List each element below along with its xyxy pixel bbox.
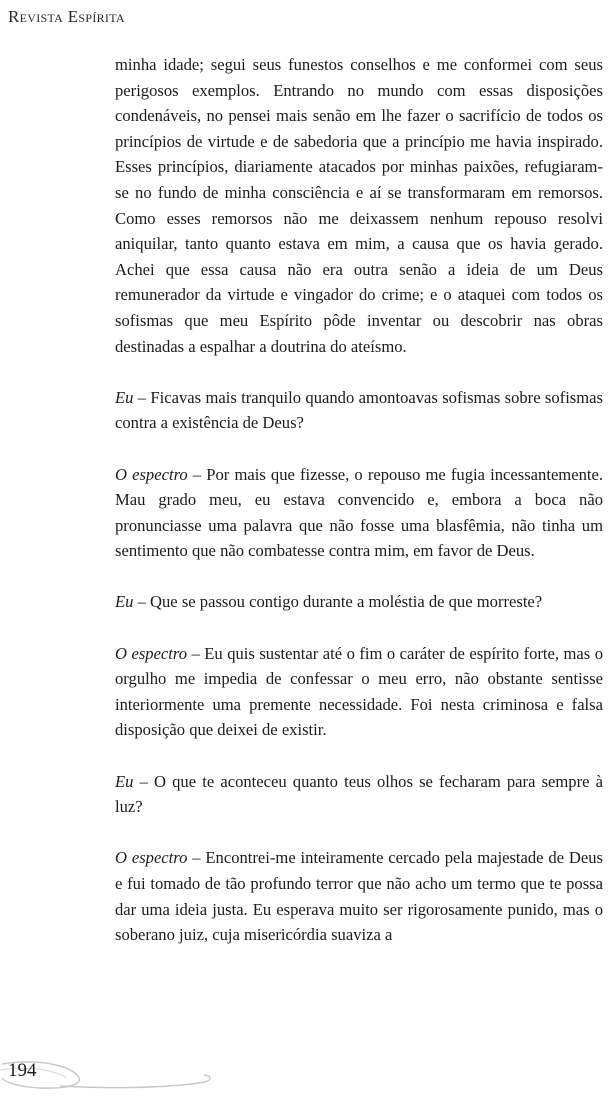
speaker-label: O espectro: [115, 464, 188, 484]
dialogue-text: – Ficavas mais tranquilo quando amontoavas sofismas sobre sofismas contra a existência de Deus?: [115, 387, 603, 433]
dialogue-paragraph: [115, 462, 603, 564]
page-number: 194: [8, 1060, 37, 1081]
paragraph: minha idade; segui seus funestos conselhos e me conformei com seus perigosos exemplos. Entrando no mundo com essas disposições condenáveis, no pensei mais senão em lhe fazer o sacrifício de todos os princípios de virtude e de sabedoria que a princípio me havia inspirado. Esses princípios, diariamente atacados por minhas paixões, refugiaram-se no fundo de minha consciência e aí se transformaram em remorsos. Como esses remorsos não me deixassem nenhum repouso resolvi aniquilar, tanto quanto estava em mim, a causa que os havia gerado. Achei que essa causa não era outra senão a ideia de um Deus remunerador da virtude e vingador do crime; e o ataquei com todos os sofismas que meu Espírito pôde inventar ou descobrir nas obras destinadas a espalhar a doutrina do ateísmo.: [115, 55, 603, 356]
dialogue-text: – Que se passou contigo durante a moléstia de que morreste?: [133, 592, 543, 612]
dialogue-paragraph: [115, 589, 603, 615]
speaker-label: Eu: [115, 387, 134, 407]
running-header: Revista Espírita: [8, 7, 125, 26]
dialogue-paragraph: [115, 769, 603, 820]
dialogue-text: – Eu quis sustentar até o fim o caráter de espírito forte, mas o orgulho me impedia de confessar o meu erro, não obstante sentisse interiormente uma premente necessidade. Foi nesta criminosa e falsa disposição que deixei de existir.: [115, 643, 603, 740]
speaker-label: Eu: [115, 592, 134, 612]
dialogue-text: – Encontrei-me inteiramente cercado pela majestade de Deus e fui tomado de tão profundo terror que não acho um termo que te possa dar uma ideia justa. Eu esperava muito ser rigorosamente punido, mas o soberano juiz, cuja misericórdia suaviza a: [115, 848, 603, 945]
dialogue-text: – O que te aconteceu quanto teus olhos se fecharam para sempre à luz?: [115, 771, 603, 817]
speaker-label: O espectro: [115, 848, 188, 868]
page-footer: [0, 1056, 230, 1092]
speaker-label: Eu: [115, 771, 134, 791]
dialogue-paragraph: [115, 845, 603, 947]
page-body: [115, 52, 603, 973]
dialogue-text: – Por mais que fizesse, o repouso me fugia incessantemente. Mau grado meu, eu estava convencido e, embora a boca não pronunciasse uma palavra que não fosse uma blasfêmia, não tinha um sentimento que não combatesse contra mim, em favor de Deus.: [115, 464, 604, 561]
dialogue-paragraph: [115, 641, 603, 743]
speaker-label: O espectro: [115, 643, 188, 663]
dialogue-paragraph: [115, 385, 603, 436]
